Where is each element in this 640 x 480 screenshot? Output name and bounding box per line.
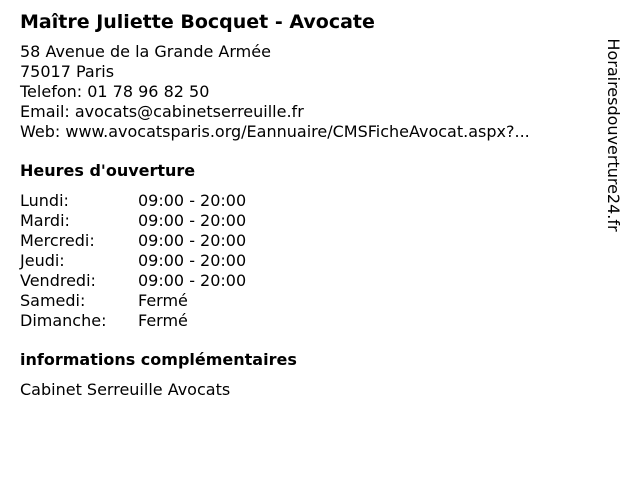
hours-row-thursday: [20, 251, 600, 271]
hours-day-label: Mardi:: [20, 211, 70, 230]
hours-row-saturday: [20, 291, 600, 311]
hours-time-value: 09:00 - 20:00: [138, 231, 247, 250]
additional-info-text: Cabinet Serreuille Avocats: [20, 380, 231, 399]
address-line-street: 58 Avenue de la Grande Armée: [20, 42, 271, 61]
hours-time-value: 09:00 - 20:00: [138, 191, 247, 210]
hours-day-label: Lundi:: [20, 191, 69, 210]
hours-time-value: Fermé: [138, 291, 188, 310]
hours-day-label: Vendredi:: [20, 271, 96, 290]
hours-time-value: Fermé: [138, 311, 188, 330]
hours-row-wednesday: [20, 231, 600, 251]
hours-row-monday: [20, 191, 600, 211]
business-title: Maître Juliette Bocquet - Avocate: [20, 11, 375, 33]
opening-hours-heading: Heures d'ouverture: [20, 161, 196, 180]
hours-time-value: 09:00 - 20:00: [138, 251, 247, 270]
additional-info-heading: informations complémentaires: [20, 350, 297, 369]
address-line-city: 75017 Paris: [20, 62, 115, 81]
hours-day-label: Dimanche:: [20, 311, 107, 330]
web-line: Web: www.avocatsparis.org/Eannuaire/CMSFicheAvocat.aspx?...: [20, 122, 530, 141]
hours-row-sunday: [20, 311, 600, 331]
hours-row-friday: [20, 271, 600, 291]
hours-day-label: Mercredi:: [20, 231, 95, 250]
hours-day-label: Samedi:: [20, 291, 86, 310]
email-line: Email: avocats@cabinetserreuille.fr: [20, 102, 304, 121]
phone-line: Telefon: 01 78 96 82 50: [20, 82, 210, 101]
opening-hours-table: [20, 191, 600, 331]
hours-time-value: 09:00 - 20:00: [138, 271, 247, 290]
watermark-brand: Horairesdouverture24.fr: [604, 38, 623, 232]
hours-row-tuesday: [20, 211, 600, 231]
business-card: [20, 10, 600, 400]
hours-day-label: Jeudi:: [20, 251, 65, 270]
contact-block: [20, 42, 600, 142]
hours-time-value: 09:00 - 20:00: [138, 211, 247, 230]
